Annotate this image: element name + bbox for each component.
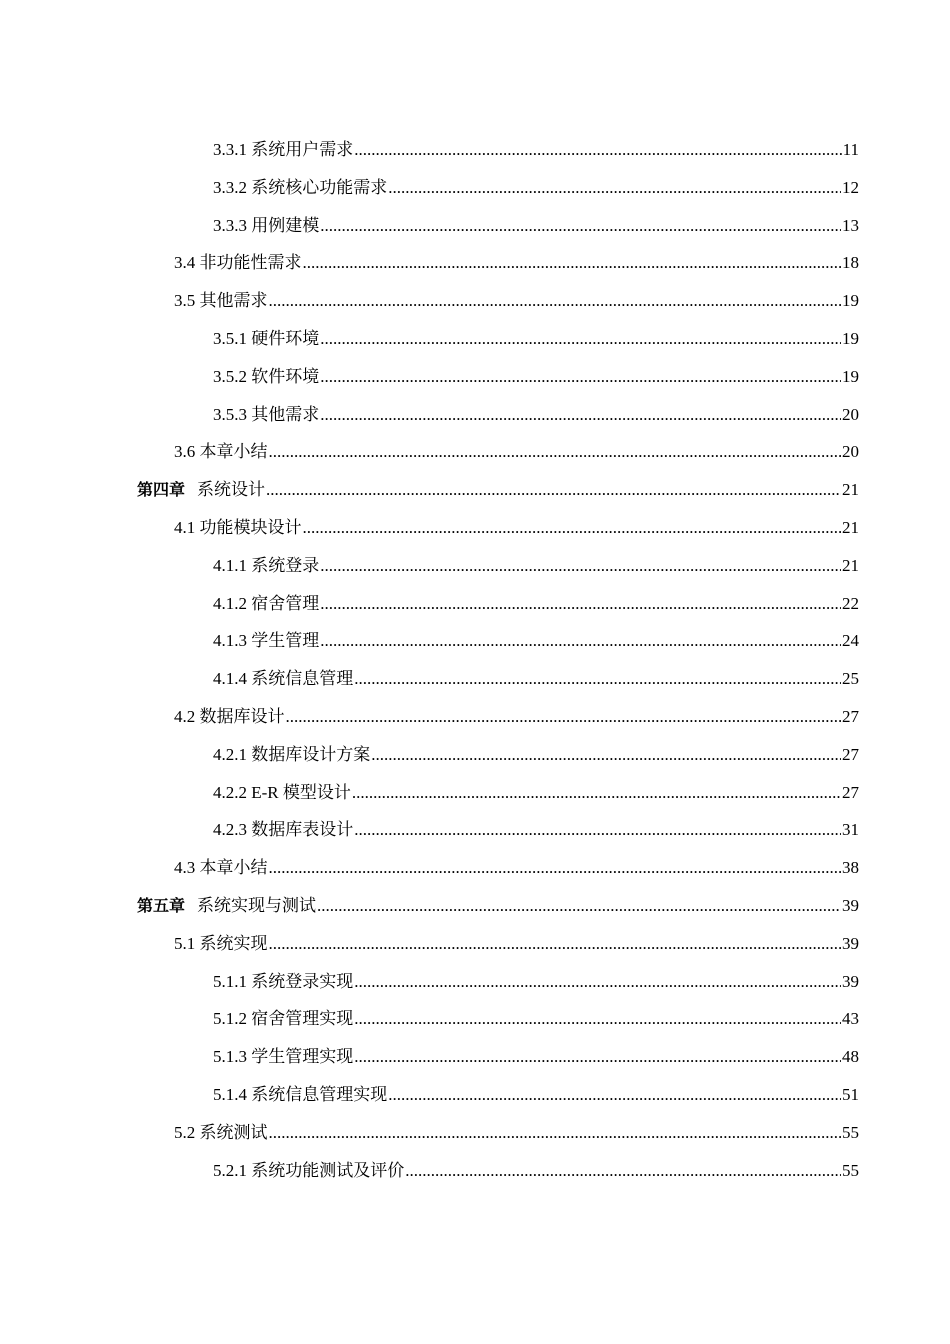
- toc-entry-title: 其他需求: [199, 291, 268, 311]
- toc-entry-title: 软件环境: [251, 366, 320, 386]
- toc-entry-title: E-R 模型设计: [251, 782, 351, 802]
- toc-entry[interactable]: [0, 547, 950, 585]
- table-of-contents: [0, 131, 950, 1189]
- toc-entry-label: [174, 849, 268, 887]
- toc-page-number: 22: [842, 593, 859, 613]
- toc-entry-number: 5.1.3: [213, 1047, 247, 1067]
- toc-entry-title: 系统登录实现: [251, 971, 354, 991]
- toc-entry-number: 3.6: [174, 442, 196, 462]
- toc-entry-label: [213, 1076, 387, 1114]
- toc-chapter-entry[interactable]: [0, 887, 950, 925]
- toc-dot-leader: [320, 320, 841, 358]
- toc-entry[interactable]: [0, 774, 950, 812]
- toc-page-number: 51: [842, 1084, 859, 1104]
- toc-entry-number: 4.1.3: [213, 631, 247, 651]
- toc-entry-number: 3.3.1: [213, 140, 247, 159]
- toc-entry-number: 4.1.4: [213, 669, 247, 689]
- toc-entry-number: 3.5.2: [213, 366, 247, 386]
- toc-entry-title: 本章小结: [199, 442, 268, 462]
- toc-entry[interactable]: [0, 244, 950, 282]
- toc-page-number: 27: [842, 744, 859, 764]
- toc-page-number: 24: [842, 631, 859, 651]
- toc-entry-label: [174, 433, 268, 471]
- toc-entry[interactable]: [0, 963, 950, 1001]
- toc-dot-leader: [388, 169, 841, 207]
- toc-dot-leader: [320, 622, 841, 660]
- toc-entry[interactable]: [0, 660, 950, 698]
- toc-page-number: 20: [842, 404, 859, 424]
- toc-dot-leader: [320, 207, 841, 245]
- toc-entry-label: [213, 774, 351, 812]
- toc-dot-leader: [269, 849, 842, 887]
- toc-entry-label: [213, 547, 319, 585]
- toc-entry-title: 宿舍管理: [251, 593, 320, 613]
- toc-entry-title: 系统设计: [197, 480, 266, 500]
- toc-entry-number: 3.5.1: [213, 328, 247, 348]
- toc-page-number: 31: [842, 820, 859, 840]
- toc-entry-number: 3.4: [174, 253, 196, 273]
- toc-dot-leader: [286, 698, 842, 736]
- toc-dot-leader: [354, 131, 841, 169]
- toc-dot-leader: [354, 660, 841, 698]
- toc-entry-title: 数据库表设计: [251, 820, 354, 840]
- toc-entry-number: 4.2: [174, 706, 196, 726]
- toc-page-number: 21: [842, 555, 859, 575]
- toc-chapter-number: 第四章: [137, 480, 186, 500]
- toc-dot-leader: [269, 433, 842, 471]
- toc-page-number: 13: [842, 215, 859, 235]
- toc-page-number: 48: [842, 1047, 859, 1067]
- toc-entry-label: [137, 471, 265, 509]
- toc-entry-title: 数据库设计方案: [251, 744, 371, 764]
- toc-entry-number: 3.3.2: [213, 177, 247, 197]
- toc-entry-number: 5.1.4: [213, 1084, 247, 1104]
- toc-entry-title: 系统功能测试及评价: [251, 1160, 405, 1180]
- toc-dot-leader: [354, 1038, 841, 1076]
- toc-entry-number: 4.1: [174, 517, 196, 537]
- toc-page-number: 39: [842, 895, 859, 915]
- toc-entry[interactable]: [0, 1152, 950, 1190]
- toc-page-number: 19: [842, 366, 859, 386]
- toc-entry[interactable]: [0, 169, 950, 207]
- toc-entry-label: [213, 1038, 353, 1076]
- toc-entry-title: 其他需求: [251, 404, 320, 424]
- toc-entry[interactable]: [0, 1038, 950, 1076]
- toc-entry-label: [174, 244, 302, 282]
- toc-page-number: 43: [842, 1009, 859, 1029]
- toc-entry[interactable]: [0, 1076, 950, 1114]
- toc-entry-number: 4.2.3: [213, 820, 247, 840]
- toc-entry-title: 用例建模: [251, 215, 320, 235]
- toc-entry[interactable]: [0, 320, 950, 358]
- toc-entry-number: 5.1.2: [213, 1009, 247, 1029]
- toc-page-number: 39: [842, 971, 859, 991]
- toc-entry-label: [213, 396, 319, 434]
- toc-entry-number: 3.3.3: [213, 215, 247, 235]
- toc-entry-title: 非功能性需求: [199, 253, 302, 273]
- toc-dot-leader: [354, 963, 841, 1001]
- toc-entry-title: 系统实现与测试: [197, 895, 317, 915]
- toc-entry-title: 宿舍管理实现: [251, 1009, 354, 1029]
- toc-entry-title: 功能模块设计: [199, 517, 302, 537]
- toc-entry[interactable]: [0, 698, 950, 736]
- toc-page-number: 11: [842, 140, 859, 159]
- toc-entry-label: [213, 169, 387, 207]
- toc-entry-number: 4.2.2: [213, 782, 247, 802]
- toc-dot-leader: [320, 358, 841, 396]
- toc-dot-leader: [371, 736, 841, 774]
- toc-entry-number: 5.1: [174, 933, 196, 953]
- toc-entry[interactable]: [0, 849, 950, 887]
- toc-dot-leader: [352, 774, 841, 812]
- toc-entry-title: 系统核心功能需求: [251, 177, 388, 197]
- toc-entry[interactable]: [0, 585, 950, 623]
- toc-entry[interactable]: [0, 509, 950, 547]
- toc-entry[interactable]: [0, 1000, 950, 1038]
- toc-entry[interactable]: [0, 622, 950, 660]
- toc-entry-number: 3.5.3: [213, 404, 247, 424]
- toc-dot-leader: [269, 282, 842, 320]
- toc-dot-leader: [354, 811, 841, 849]
- toc-dot-leader: [269, 1114, 842, 1152]
- toc-entry-number: 4.3: [174, 858, 196, 878]
- toc-entry-label: [213, 207, 319, 245]
- toc-entry[interactable]: [0, 1114, 950, 1152]
- toc-entry-title: 系统实现: [199, 933, 268, 953]
- toc-entry-title: 硬件环境: [251, 328, 320, 348]
- toc-page-number: 20: [842, 442, 859, 462]
- toc-page-number: 21: [842, 517, 859, 537]
- toc-entry-number: 4.1.1: [213, 555, 247, 575]
- toc-page-number: 12: [842, 177, 859, 197]
- toc-entry-label: [213, 660, 353, 698]
- toc-entry-title: 本章小结: [199, 858, 268, 878]
- toc-dot-leader: [320, 396, 841, 434]
- toc-entry-label: [174, 509, 302, 547]
- toc-entry[interactable]: [0, 433, 950, 471]
- toc-entry-label: [213, 320, 319, 358]
- toc-dot-leader: [266, 471, 841, 509]
- toc-entry-label: [137, 887, 316, 925]
- toc-entry-number: 5.1.1: [213, 971, 247, 991]
- toc-entry-label: [174, 282, 268, 320]
- toc-dot-leader: [405, 1152, 841, 1190]
- toc-entry-number: 5.2.1: [213, 1160, 247, 1180]
- toc-dot-leader: [303, 244, 842, 282]
- toc-page-number: 18: [842, 253, 859, 273]
- toc-entry-label: [174, 1114, 268, 1152]
- toc-entry-title: 学生管理实现: [251, 1047, 354, 1067]
- toc-entry-title: 学生管理: [251, 631, 320, 651]
- toc-page-number: 19: [842, 291, 859, 311]
- toc-entry[interactable]: [0, 358, 950, 396]
- toc-page-number: 25: [842, 669, 859, 689]
- toc-entry[interactable]: [0, 396, 950, 434]
- toc-entry-number: 4.2.1: [213, 744, 247, 764]
- toc-entry[interactable]: [0, 811, 950, 849]
- toc-entry[interactable]: [0, 131, 950, 169]
- toc-dot-leader: [320, 585, 841, 623]
- toc-entry-label: [213, 358, 319, 396]
- toc-entry-title: 数据库设计: [199, 706, 285, 726]
- toc-entry-title: 系统用户需求: [251, 140, 354, 159]
- toc-entry-label: [213, 736, 370, 774]
- toc-dot-leader: [354, 1000, 841, 1038]
- toc-dot-leader: [269, 925, 842, 963]
- toc-chapter-entry[interactable]: [0, 471, 950, 509]
- toc-entry-title: 系统登录: [251, 555, 320, 575]
- toc-entry[interactable]: [0, 736, 950, 774]
- toc-entry-title: 系统信息管理实现: [251, 1084, 388, 1104]
- toc-page-number: 39: [842, 933, 859, 953]
- toc-page-number: 38: [842, 858, 859, 878]
- toc-entry-number: 5.2: [174, 1122, 196, 1142]
- toc-entry-label: [174, 925, 268, 963]
- toc-entry-label: [213, 1000, 353, 1038]
- toc-entry-label: [213, 811, 353, 849]
- toc-entry-title: 系统信息管理: [251, 669, 354, 689]
- toc-entry-number: 4.1.2: [213, 593, 247, 613]
- toc-page-number: 55: [842, 1160, 859, 1180]
- toc-dot-leader: [320, 547, 841, 585]
- toc-entry[interactable]: [0, 282, 950, 320]
- toc-page-number: 27: [842, 706, 859, 726]
- toc-entry-label: [174, 698, 285, 736]
- toc-page-number: 19: [842, 328, 859, 348]
- toc-page-number: 21: [842, 480, 859, 500]
- toc-dot-leader: [303, 509, 842, 547]
- toc-entry-label: [213, 131, 353, 169]
- toc-page-number: 27: [842, 782, 859, 802]
- toc-dot-leader: [388, 1076, 841, 1114]
- toc-dot-leader: [317, 887, 841, 925]
- toc-chapter-number: 第五章: [137, 895, 186, 915]
- toc-entry[interactable]: [0, 207, 950, 245]
- toc-entry-label: [213, 963, 353, 1001]
- toc-entry-label: [213, 622, 319, 660]
- toc-page-number: 55: [842, 1122, 859, 1142]
- toc-entry-number: 3.5: [174, 291, 196, 311]
- toc-entry[interactable]: [0, 925, 950, 963]
- toc-entry-title: 系统测试: [199, 1122, 268, 1142]
- toc-entry-label: [213, 585, 319, 623]
- toc-entry-label: [213, 1152, 404, 1190]
